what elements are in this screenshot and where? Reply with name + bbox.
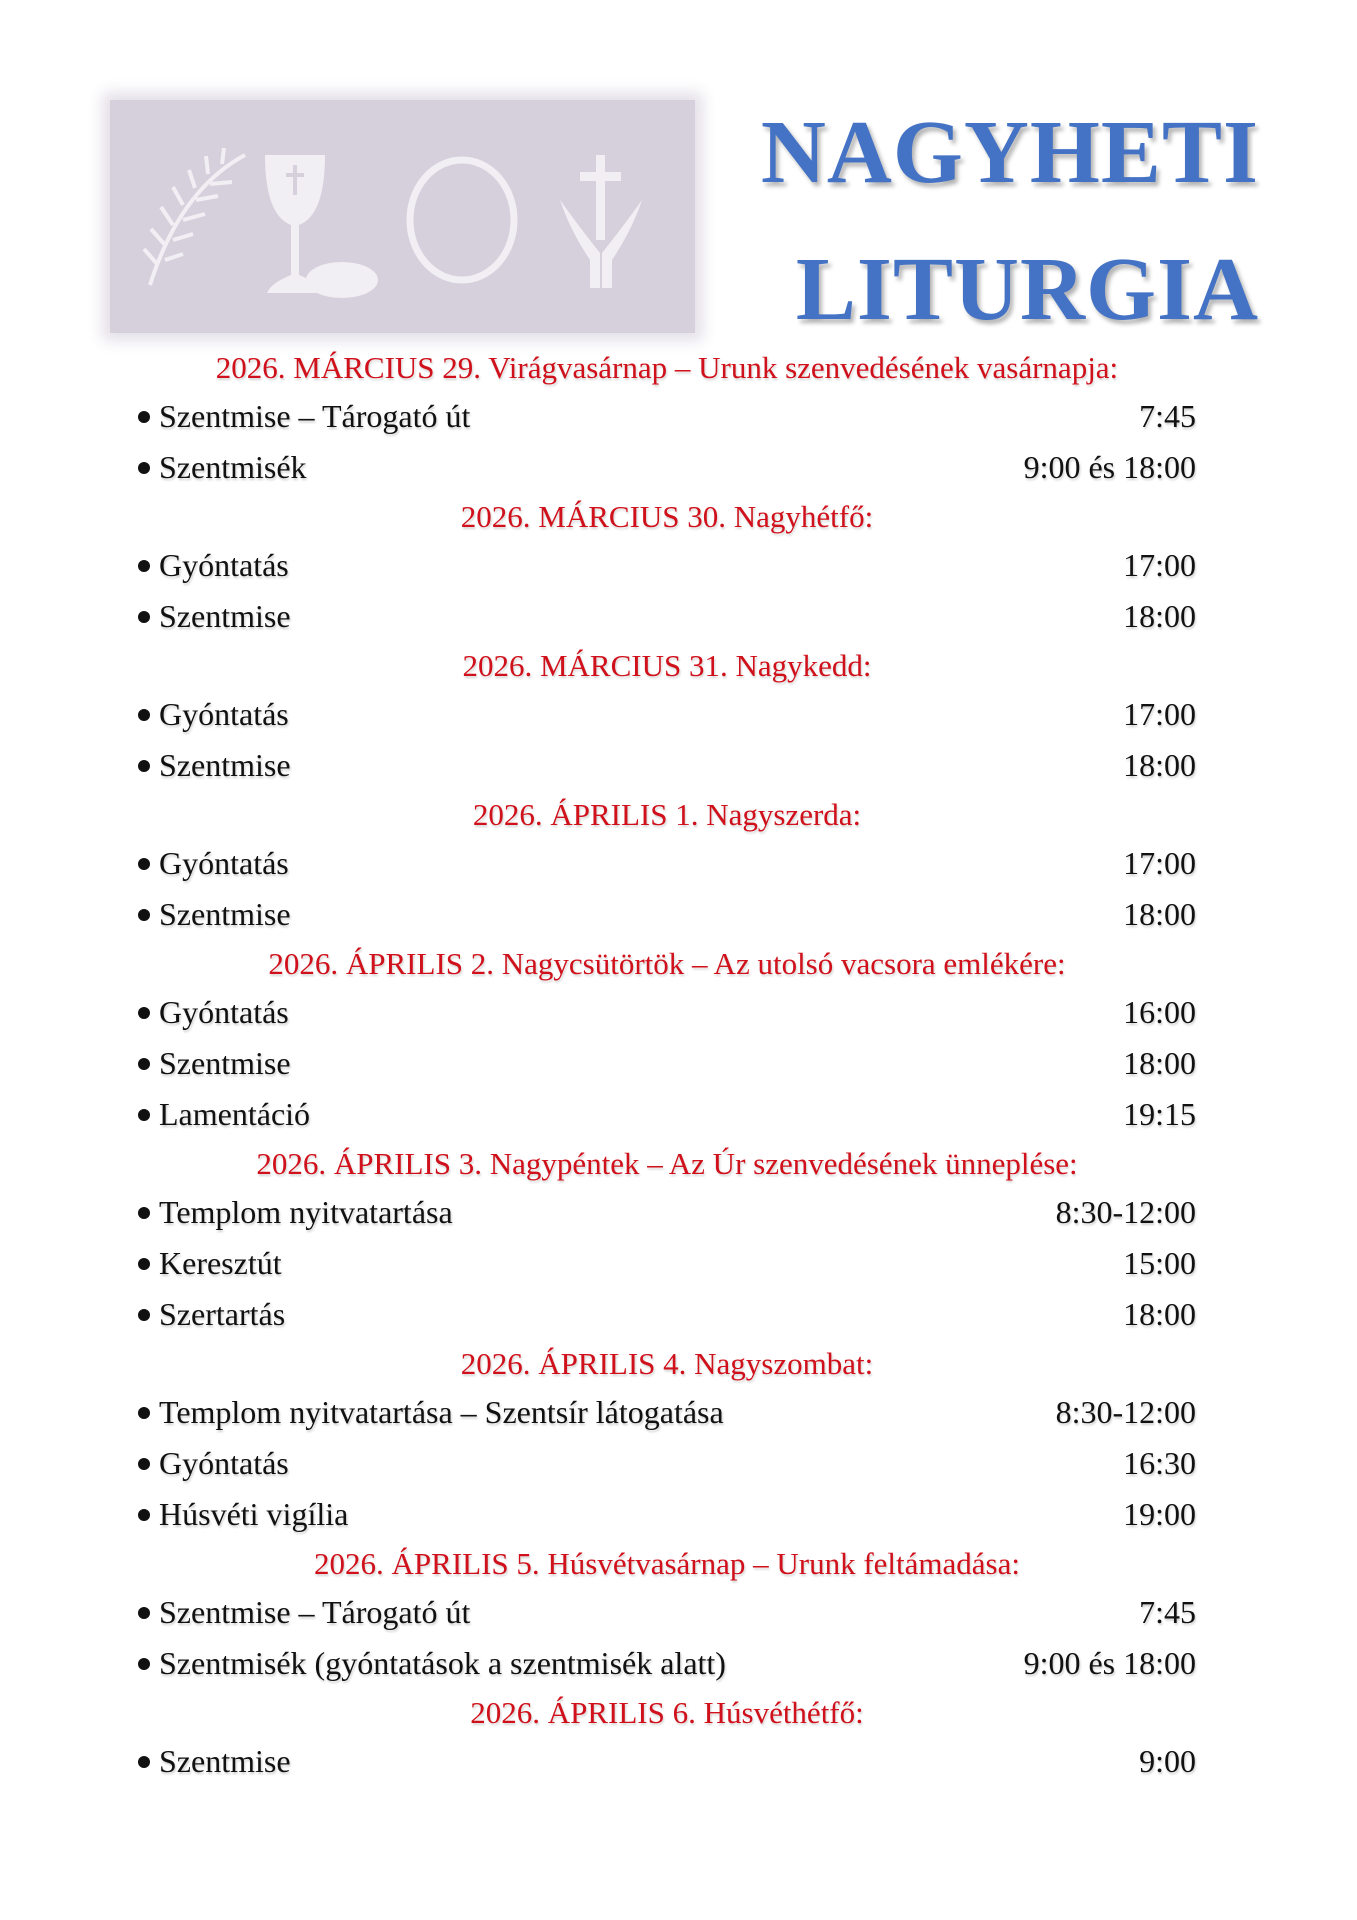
item-time: 8:30-12:00 [1055,1194,1196,1230]
bullet-icon [138,411,150,423]
item-label-wrap [138,1587,470,1638]
bullet-icon [138,858,150,870]
schedule-item [138,1238,1196,1289]
schedule-item [138,1489,1196,1540]
hands-cross-icon [560,155,642,288]
bullet-icon [138,1058,150,1070]
schedule-item [138,889,1196,940]
item-label-wrap [138,1438,289,1489]
item-time: 9:00 és 18:00 [1023,1645,1196,1681]
item-label-wrap [138,1187,453,1238]
item-label: Gyóntatás [159,547,289,583]
item-label-wrap [138,1038,291,1089]
title-line-1: NAGYHETI [760,103,1259,202]
day-heading: 2026. ÁPRILIS 2. Nagycsütörtök – Az utolsó vacsora emlékére: [268,946,1066,981]
schedule-item [138,1038,1196,1089]
item-label: Szentmisék (gyóntatások a szentmisék alatt) [159,1645,726,1681]
item-time: 18:00 [1123,896,1196,932]
item-time: 19:00 [1123,1496,1196,1532]
bullet-icon [138,1207,150,1219]
item-time: 16:00 [1123,994,1196,1030]
item-label: Keresztút [159,1245,282,1281]
day-heading: 2026. MÁRCIUS 31. Nagykedd: [462,648,872,683]
item-label-wrap [138,442,307,493]
item-label-wrap [138,689,289,740]
bullet-icon [138,1458,150,1470]
bullet-icon [138,1309,150,1321]
item-label: Lamentáció [159,1096,311,1132]
crown-of-thorns-icon [410,160,514,280]
item-time: 17:00 [1123,547,1196,583]
item-time: 18:00 [1123,1045,1196,1081]
item-label-wrap [138,838,289,889]
item-label-wrap [138,1289,285,1340]
item-label-wrap [138,987,289,1038]
item-time: 17:00 [1123,845,1196,881]
liturgy-schedule [138,344,1196,1787]
schedule-item [138,1089,1196,1140]
item-label: Templom nyitvatartása [159,1194,453,1230]
schedule-item [138,442,1196,493]
item-label-wrap [138,889,291,940]
item-label: Gyóntatás [159,1445,289,1481]
schedule-item [138,987,1196,1038]
item-time: 18:00 [1123,1296,1196,1332]
item-label: Szertartás [159,1296,286,1332]
item-label-wrap [138,540,289,591]
bullet-icon [138,560,150,572]
bullet-icon [138,1509,150,1521]
item-time: 19:15 [1123,1096,1196,1132]
schedule-item [138,1638,1196,1689]
day-heading: 2026. MÁRCIUS 29. Virágvasárnap – Urunk szenvedésének vasárnapja: [215,350,1119,385]
day-heading: 2026. ÁPRILIS 1. Nagyszerda: [472,797,862,832]
day-heading: 2026. ÁPRILIS 5. Húsvétvasárnap – Urunk feltámadása: [314,1546,1020,1581]
bullet-icon [138,1407,150,1419]
holy-week-banner-image [110,100,695,333]
schedule-item [138,1587,1196,1638]
schedule-item [138,838,1196,889]
schedule-item [138,1736,1196,1787]
item-time: 7:45 [1139,398,1196,434]
chalice-bread-icon [265,155,378,298]
bullet-icon [138,462,150,474]
bullet-icon [138,1007,150,1019]
item-label: Templom nyitvatartása – Szentsír látogatása [159,1394,724,1430]
item-time: 15:00 [1123,1245,1196,1281]
schedule-item [138,1289,1196,1340]
item-time: 7:45 [1139,1594,1196,1630]
item-label-wrap [138,1638,726,1689]
bullet-icon [138,760,150,772]
item-time: 9:00 [1139,1743,1196,1779]
item-label: Húsvéti vigília [159,1496,349,1532]
item-label: Szentmise [159,896,291,932]
bullet-icon [138,709,150,721]
item-time: 18:00 [1123,598,1196,634]
item-label-wrap [138,740,291,791]
item-label: Szentmisék [159,449,307,485]
schedule-item [138,1187,1196,1238]
day-heading: 2026. MÁRCIUS 30. Nagyhétfő: [460,499,874,534]
schedule-item [138,1438,1196,1489]
item-time: 8:30-12:00 [1055,1394,1196,1430]
day-heading: 2026. ÁPRILIS 3. Nagypéntek – Az Úr szenvedésének ünneplése: [256,1146,1078,1181]
item-time: 9:00 és 18:00 [1023,449,1196,485]
item-label: Szentmise [159,1743,291,1779]
item-label-wrap [138,391,470,442]
item-label: Gyóntatás [159,994,289,1030]
item-label-wrap [138,1489,348,1540]
schedule-item [138,740,1196,791]
item-label-wrap [138,1387,724,1438]
day-heading: 2026. ÁPRILIS 6. Húsvéthétfő: [470,1695,864,1730]
item-time: 17:00 [1123,696,1196,732]
item-time: 16:30 [1123,1445,1196,1481]
bullet-icon [138,1109,150,1121]
item-label-wrap [138,1238,282,1289]
schedule-item [138,540,1196,591]
bullet-icon [138,1756,150,1768]
item-label: Szentmise – Tárogató út [159,398,471,434]
bullet-icon [138,611,150,623]
bullet-icon [138,909,150,921]
schedule-item [138,591,1196,642]
item-label: Gyóntatás [159,696,289,732]
item-label: Szentmise [159,1045,291,1081]
item-label: Gyóntatás [159,845,289,881]
item-label-wrap [138,1089,310,1140]
item-label: Szentmise – Tárogató út [159,1594,471,1630]
day-heading: 2026. ÁPRILIS 4. Nagyszombat: [460,1346,874,1381]
item-label-wrap [138,1736,291,1787]
item-label: Szentmise [159,747,291,783]
schedule-item [138,391,1196,442]
bullet-icon [138,1658,150,1670]
title-line-2: LITURGIA [795,240,1259,339]
palm-branch-icon [144,148,245,285]
item-time: 18:00 [1123,747,1196,783]
item-label-wrap [138,591,291,642]
schedule-item [138,689,1196,740]
bullet-icon [138,1607,150,1619]
bullet-icon [138,1258,150,1270]
item-label: Szentmise [159,598,291,634]
schedule-item [138,1387,1196,1438]
